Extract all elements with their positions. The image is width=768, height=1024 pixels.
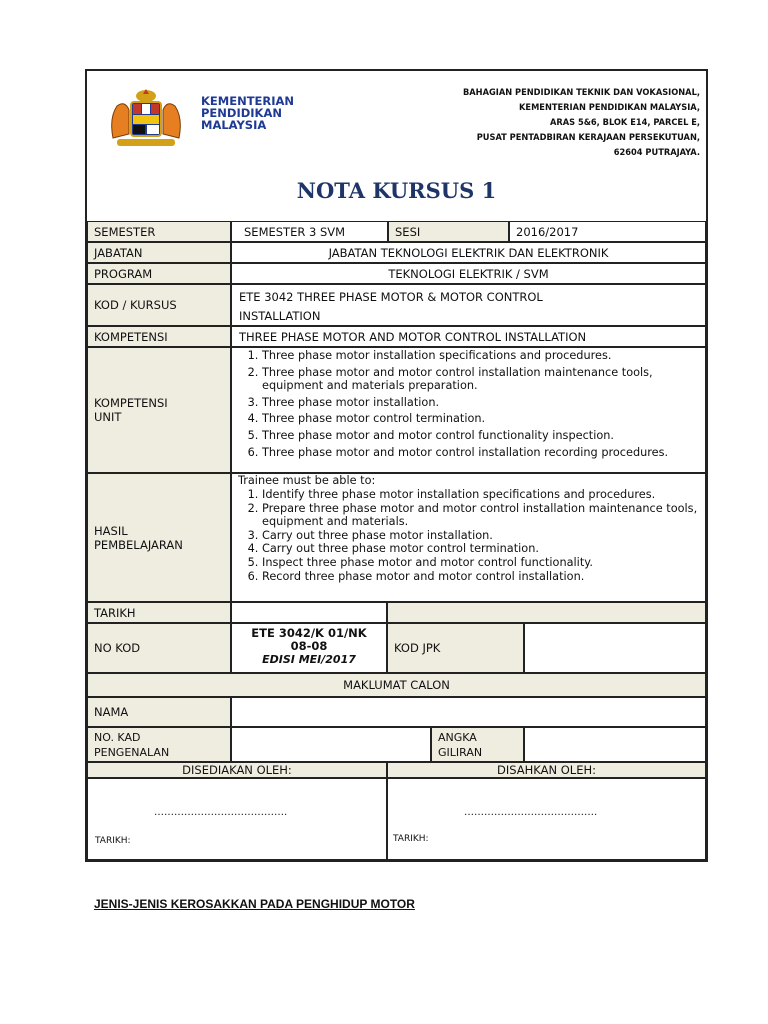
hp-label-line-2: PEMBELAJARAN: [94, 537, 183, 552]
angka-line-2: GILIRAN: [438, 745, 483, 759]
kompetensi-value: THREE PHASE MOTOR AND MOTOR CONTROL INSTALLATION: [231, 326, 706, 347]
ministry-line-3: MALAYSIA: [201, 118, 267, 132]
disahkan-sign-box[interactable]: [387, 778, 706, 860]
ku-item-4: 4. Three phase motor control termination.: [262, 412, 705, 426]
form-header: [87, 71, 706, 222]
hasil-pembelajaran-label: [87, 473, 231, 602]
nama-label: NAMA: [87, 697, 231, 727]
hp-intro: Trainee must be able to:: [238, 474, 376, 487]
kompetensi-label: KOMPETENSI: [87, 326, 231, 347]
sesi-label: SESI: [388, 221, 509, 242]
address-line-3: ARAS 5&6, BLOK E14, PARCEL E,: [549, 117, 700, 128]
no-kod-line-2: 08-08: [290, 639, 328, 653]
hp-label-line-1: HASIL: [94, 523, 128, 538]
ku-label-line-2: UNIT: [94, 410, 122, 424]
disahkan-tarikh-label: TARIKH:: [393, 834, 429, 844]
address-line-4: PUSAT PENTADBIRAN KERAJAAN PERSEKUTUAN,: [476, 132, 700, 143]
nama-field[interactable]: [231, 697, 706, 727]
ministry-line-1: KEMENTERIAN: [201, 94, 295, 108]
kod-kursus-value: [231, 284, 706, 326]
no-kod-value: [231, 623, 387, 673]
hp-item-5: 5. Inspect three phase motor and motor control functionality.: [262, 556, 705, 570]
hp-item-1: 1. Identify three phase motor installation specifications and procedures.: [262, 488, 705, 502]
jabatan-label: JABATAN: [87, 242, 231, 263]
sesi-value: 2016/2017: [509, 221, 706, 242]
tarikh-label: TARIKH: [87, 602, 231, 623]
ministry-line-2: PENDIDIKAN: [201, 106, 282, 120]
no-kad-line-1: NO. KAD: [94, 730, 141, 744]
document-title: NOTA KURSUS 1: [296, 178, 497, 203]
ku-item-5: 5. Three phase motor and motor control functionality inspection.: [262, 429, 705, 443]
hp-item-6: 6. Record three phase motor and motor control installation.: [262, 570, 705, 584]
program-label: PROGRAM: [87, 263, 231, 284]
tarikh-value[interactable]: [231, 602, 387, 623]
disediakan-tarikh-label: TARIKH:: [95, 836, 131, 846]
disediakan-signature-line: ………………………………….: [154, 807, 288, 818]
hp-item-3: 3. Carry out three phase motor installation.: [262, 529, 705, 543]
kod-kursus-line-1: ETE 3042 THREE PHASE MOTOR & MOTOR CONTROL: [239, 290, 543, 304]
semester-label: SEMESTER: [87, 221, 231, 242]
kod-kursus-line-2: INSTALLATION: [239, 309, 321, 323]
semester-value: SEMESTER 3 SVM: [231, 221, 388, 242]
hp-item-4: 4. Carry out three phase motor control termination.: [262, 542, 705, 556]
angka-line-1: ANGKA: [438, 730, 477, 744]
address-line-5: 62604 PUTRAJAYA.: [613, 147, 700, 158]
disahkan-heading: DISAHKAN OLEH:: [387, 762, 706, 778]
jabatan-value: JABATAN TEKNOLOGI ELEKTRIK DAN ELEKTRONIK: [231, 242, 706, 263]
hp-item-2: 2. Prepare three phase motor and motor control installation maintenance tools, equipment and materials.: [262, 502, 705, 529]
address-line-2: KEMENTERIAN PENDIDIKAN MALAYSIA,: [519, 102, 700, 113]
no-kod-line-1: ETE 3042/K 01/NK: [251, 626, 367, 640]
ku-item-3: 3. Three phase motor installation.: [262, 396, 705, 410]
ku-item-2: 2. Three phase motor and motor control installation maintenance tools, equipment and materials preparation.: [262, 366, 705, 393]
no-kod-edition: EDISI MEI/2017: [262, 653, 356, 666]
no-kad-line-2: PENGENALAN: [94, 745, 170, 759]
angka-giliran-label: [431, 727, 524, 762]
kod-jpk-value[interactable]: [524, 623, 706, 673]
kod-kursus-label: KOD / KURSUS: [87, 284, 231, 326]
tarikh-empty: [387, 602, 706, 623]
hasil-pembelajaran-list: [231, 473, 706, 602]
no-kod-label: NO KOD: [87, 623, 231, 673]
ministry-name: [201, 95, 294, 131]
course-note-form: [85, 69, 708, 862]
disediakan-sign-box[interactable]: [87, 778, 387, 860]
no-kad-field[interactable]: [231, 727, 431, 762]
kompetensi-unit-label: [87, 347, 231, 473]
section-heading: JENIS-JENIS KEROSAKKAN PADA PENGHIDUP MOTOR: [94, 897, 415, 911]
ku-item-6: 6. Three phase motor and motor control installation recording procedures.: [262, 446, 705, 460]
kod-jpk-label: KOD JPK: [387, 623, 524, 673]
ku-label-line-1: KOMPETENSI: [94, 396, 168, 410]
ku-item-1: 1. Three phase motor installation specifications and procedures.: [262, 349, 705, 363]
disediakan-heading: DISEDIAKAN OLEH:: [87, 762, 387, 778]
address-block: [463, 85, 700, 160]
angka-giliran-field[interactable]: [524, 727, 706, 762]
program-value: TEKNOLOGI ELEKTRIK / SVM: [231, 263, 706, 284]
maklumat-calon-heading: MAKLUMAT CALON: [87, 673, 706, 697]
no-kad-label: [87, 727, 231, 762]
kompetensi-unit-list: [231, 347, 706, 473]
disahkan-signature-line: ………………………………….: [464, 807, 598, 818]
coat-of-arms-logo: [103, 88, 189, 150]
address-line-1: BAHAGIAN PENDIDIKAN TEKNIK DAN VOKASIONAL,: [462, 87, 700, 98]
